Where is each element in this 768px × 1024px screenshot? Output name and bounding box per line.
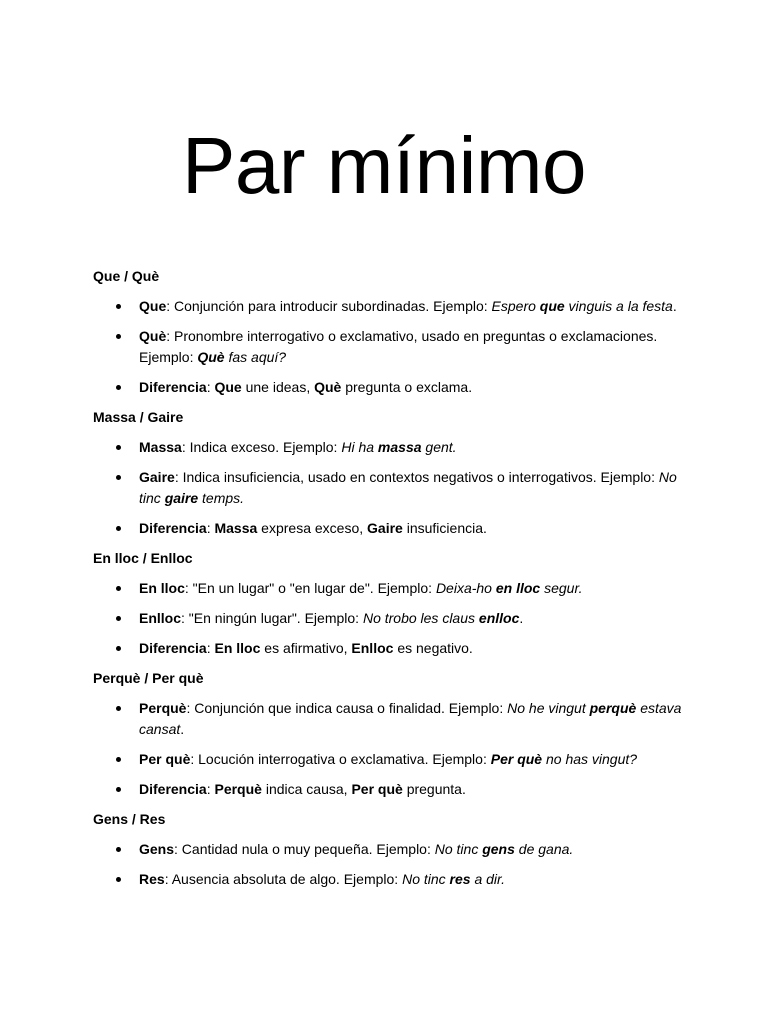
bullet-dot-icon [116, 877, 121, 882]
example-keyword: res [449, 871, 471, 887]
example-keyword: perquè [589, 700, 637, 716]
example-text: No trobo les claus [362, 610, 479, 626]
item-term: Que [139, 298, 167, 314]
compare-term-a: Massa [214, 520, 258, 536]
list-item [93, 779, 683, 800]
compare-text-b: pregunta. [402, 781, 466, 797]
example-text: Hi ha [341, 439, 378, 455]
item-punctuation: . [672, 298, 677, 314]
bullet-dot-icon [116, 304, 121, 309]
item-term: Diferencia [139, 781, 207, 797]
example-keyword: gens [482, 841, 515, 857]
bullet-dot-icon [116, 616, 121, 621]
example-keyword: en lloc [495, 580, 541, 596]
item-term: Massa [139, 439, 182, 455]
example-text: estava cansat [139, 700, 682, 737]
bullet-dot-icon [116, 334, 121, 339]
example-text: gent. [421, 439, 457, 455]
example-text: vinguis a la festa [564, 298, 673, 314]
list-item [93, 578, 683, 599]
item-term: En lloc [139, 580, 185, 596]
list-item [93, 437, 683, 458]
bullet-list [93, 698, 683, 800]
bullet-list [93, 296, 683, 398]
example-text: no has vingut? [542, 751, 638, 767]
section-heading: Gens / Res [93, 811, 166, 827]
compare-term-b: Gaire [367, 520, 403, 536]
example-keyword: gaire [164, 490, 199, 506]
section-heading: En lloc / Enlloc [93, 550, 193, 566]
list-item [93, 839, 683, 860]
example-text: Deixa-ho [435, 580, 496, 596]
document-body [93, 266, 683, 899]
compare-term-a: En lloc [214, 640, 261, 656]
bullet-dot-icon [116, 757, 121, 762]
example-text: segur. [540, 580, 583, 596]
compare-text-a: es afirmativo, [260, 640, 352, 656]
item-description: : Pronombre interrogativo o exclamativo, usado en preguntas o exclamaciones. Ejemplo: [139, 328, 658, 365]
item-punctuation: . [180, 721, 185, 737]
compare-text-a: expresa exceso, [257, 520, 368, 536]
example-text: No tinc [402, 871, 450, 887]
compare-term-b: Per què [351, 781, 403, 797]
example-text: No tinc [434, 841, 483, 857]
item-separator: : [206, 379, 215, 395]
compare-text-a: indica causa, [261, 781, 352, 797]
example-text: fas aquí? [224, 349, 287, 365]
example-text: Espero [491, 298, 540, 314]
compare-text-a: une ideas, [241, 379, 315, 395]
bullet-dot-icon [116, 526, 121, 531]
list-item [93, 638, 683, 659]
bullet-dot-icon [116, 847, 121, 852]
item-separator: : [206, 640, 215, 656]
bullet-dot-icon [116, 385, 121, 390]
example-keyword: Què [197, 349, 225, 365]
item-term: Gens [139, 841, 175, 857]
item-description: : Locución interrogativa o exclamativa. Ejemplo: [190, 751, 491, 767]
item-term: Diferencia [139, 379, 207, 395]
item-description: : "En ningún lugar". Ejemplo: [181, 610, 363, 626]
bullet-dot-icon [116, 475, 121, 480]
example-keyword: Per què [490, 751, 543, 767]
example-keyword: massa [377, 439, 422, 455]
list-item [93, 698, 683, 740]
list-item [93, 467, 683, 509]
item-description: : Indica insuficiencia, usado en contextos negativos o interrogativos. Ejemplo: [174, 469, 659, 485]
bullet-dot-icon [116, 586, 121, 591]
item-term: Res [139, 871, 165, 887]
item-description: : Indica exceso. Ejemplo: [181, 439, 342, 455]
example-text: temps. [198, 490, 245, 506]
list-item [93, 749, 683, 770]
list-item [93, 608, 683, 629]
list-item [93, 377, 683, 398]
bullet-dot-icon [116, 646, 121, 651]
example-keyword: enlloc [478, 610, 520, 626]
section-heading: Massa / Gaire [93, 409, 184, 425]
item-description: : Conjunción que indica causa o finalidad. Ejemplo: [186, 700, 508, 716]
document-title: Par mínimo [182, 121, 586, 210]
item-separator: : [206, 781, 215, 797]
section-heading: Perquè / Per què [93, 670, 204, 686]
compare-term-a: Que [214, 379, 242, 395]
bullet-list [93, 437, 683, 539]
compare-term-b: Què [314, 379, 342, 395]
bullet-dot-icon [116, 445, 121, 450]
compare-term-a: Perquè [214, 781, 262, 797]
example-text: de gana. [514, 841, 574, 857]
item-description: : Conjunción para introducir subordinadas. Ejemplo: [166, 298, 492, 314]
example-keyword: que [539, 298, 565, 314]
example-text: a dir. [470, 871, 506, 887]
item-description: : Cantidad nula o muy pequeña. Ejemplo: [174, 841, 435, 857]
item-description: : Ausencia absoluta de algo. Ejemplo: [164, 871, 403, 887]
item-term: Diferencia [139, 640, 207, 656]
bullet-dot-icon [116, 787, 121, 792]
item-term: Diferencia [139, 520, 207, 536]
compare-text-b: insuficiencia. [402, 520, 487, 536]
item-term: Enlloc [139, 610, 182, 626]
bullet-list [93, 578, 683, 659]
example-text: No tinc [139, 469, 677, 506]
example-text: No he vingut [507, 700, 590, 716]
item-term: Què [139, 328, 167, 344]
item-punctuation: . [519, 610, 524, 626]
item-term: Per què [139, 751, 191, 767]
item-term: Gaire [139, 469, 175, 485]
list-item [93, 518, 683, 539]
bullet-dot-icon [116, 706, 121, 711]
item-term: Perquè [139, 700, 187, 716]
bullet-list [93, 839, 683, 890]
list-item [93, 296, 683, 317]
list-item [93, 869, 683, 890]
compare-term-b: Enlloc [351, 640, 394, 656]
compare-text-b: es negativo. [393, 640, 473, 656]
item-separator: : [206, 520, 215, 536]
list-item [93, 326, 683, 368]
section-heading: Que / Què [93, 268, 160, 284]
compare-text-b: pregunta o exclama. [341, 379, 473, 395]
item-description: : "En un lugar" o "en lugar de". Ejemplo: [184, 580, 436, 596]
